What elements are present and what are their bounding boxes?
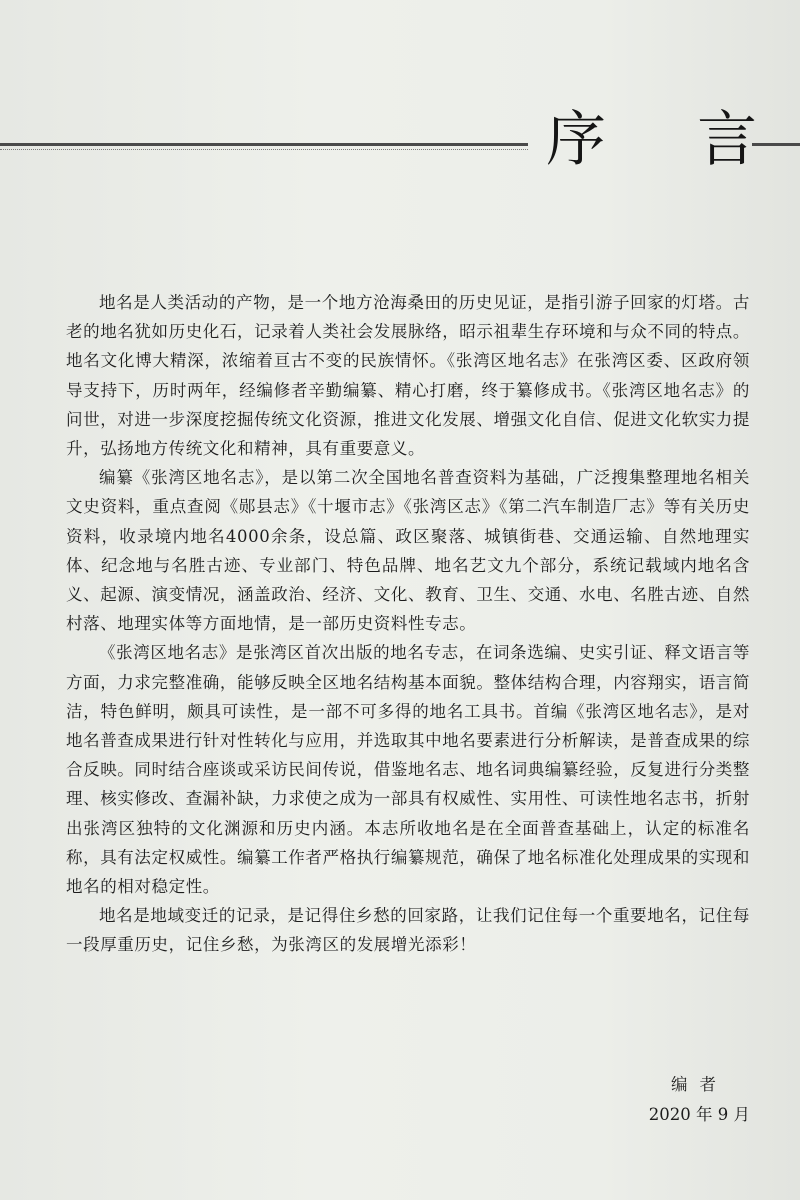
signature-date: 2020 年 9 月 — [648, 1105, 750, 1124]
signature-block — [600, 1070, 750, 1130]
title-rule-right — [752, 143, 800, 146]
paragraph-3: 《张湾区地名志》是张湾区首次出版的地名专志，在词条选编、史实引证、释文语言等方面，力求完整准确，能够反映全区地名结构基本面貌。整体结构合理，内容翔实，语言简洁，特色鲜明，颇具可读性，是一部不可多得的地名工具书。首编《张湾区地名志》，是对地名普查成果进行针对性转化与应用，并选取其中地名要素进行分析解读，是普查成果的综合反映。同时结合座谈或采访民间传说，借鉴地名志、地名词典编纂经验，反复进行分类整理、核实修改、查漏补缺，力求使之成为一部具有权威性、实用性、可读性地名志书，折射出张湾区独特的文化渊源和历史内涵。本志所收地名是在全面普查基础上，认定的标准名称，具有法定权威性。编纂工作者严格执行编纂规范，确保了地名标准化处理成果的实现和地名的相对稳定性。 — [66, 643, 750, 897]
paragraph-1: 地名是人类活动的产物，是一个地方沧海桑田的历史见证，是指引游子回家的灯塔。古老的地名犹如历史化石，记录着人类社会发展脉络，昭示祖辈生存环境和与众不同的特点。地名文化博大精深，浓缩着亘古不变的民族情怀。《张湾区地名志》在张湾区委、区政府领导支持下，历时两年，经编修者辛勤编纂、精心打磨，终于纂修成书。《张湾区地名志》的问世，对进一步深度挖掘传统文化资源，推进文化发展、增强文化自信、促进文化软实力提升，弘扬地方传统文化和精神，具有重要意义。 — [66, 293, 750, 459]
preface-body — [66, 288, 750, 960]
signature-editor: 编者 — [671, 1075, 728, 1094]
paragraph-4: 地名是地域变迁的记录，是记得住乡愁的回家路，让我们记住每一个重要地名，记住每一段厚重历史，记住乡愁，为张湾区的发展增光添彩！ — [66, 906, 750, 955]
paragraph-2: 编纂《张湾区地名志》，是以第二次全国地名普查资料为基础，广泛搜集整理地名相关文史资料，重点查阅《郧县志》《十堰市志》《张湾区志》《第二汽车制造厂志》等有关历史资料，收录境内地名4000余条，设总篇、政区聚落、城镇街巷、交通运输、自然地理实体、纪念地与名胜古迹、专业部门、特色品牌、地名艺文九个部分，系统记载域内地名含义、起源、演变情况，涵盖政治、经济、文化、教育、卫生、交通、水电、名胜古迹、自然村落、地理实体等方面地情，是一部历史资料性专志。 — [66, 468, 750, 634]
page-title: 序 言 — [546, 105, 794, 175]
title-rule-left — [0, 143, 528, 146]
